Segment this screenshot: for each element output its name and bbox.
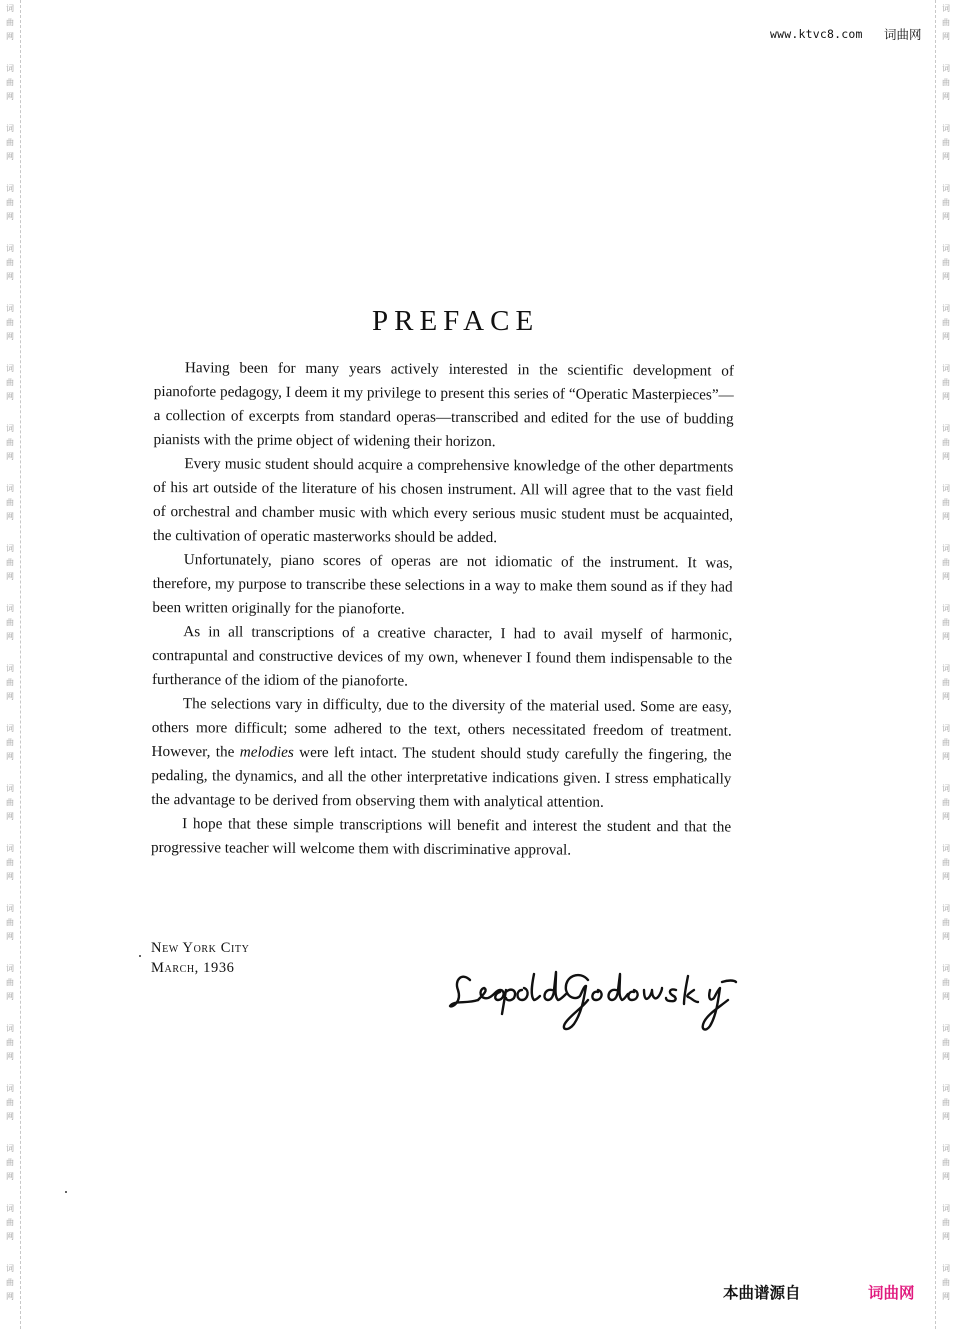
watermark-glyph: 词 xyxy=(942,544,950,553)
watermark-glyph: 曲 xyxy=(6,1098,14,1107)
watermark-glyph-group xyxy=(939,782,953,824)
footer-source-label: 本曲谱源自 xyxy=(723,1284,801,1302)
watermark-glyph: 词 xyxy=(942,784,950,793)
watermark-glyph-group xyxy=(939,422,953,464)
watermark-glyph: 词 xyxy=(6,1024,14,1033)
watermark-glyph-group xyxy=(3,962,17,1004)
watermark-glyph: 网 xyxy=(6,332,14,341)
watermark-glyph-group xyxy=(3,1262,17,1304)
watermark-glyph: 网 xyxy=(942,212,950,221)
watermark-glyph: 词 xyxy=(942,1084,950,1093)
watermark-glyph: 曲 xyxy=(942,678,950,687)
watermark-glyph: 曲 xyxy=(6,378,14,387)
watermark-glyph: 网 xyxy=(6,272,14,281)
watermark-glyph-group xyxy=(939,482,953,524)
watermark-glyph: 词 xyxy=(6,184,14,193)
watermark-glyph: 网 xyxy=(6,752,14,761)
watermark-glyph: 词 xyxy=(6,1084,14,1093)
watermark-glyph: 词 xyxy=(6,664,14,673)
watermark-glyph: 词 xyxy=(6,364,14,373)
watermark-glyph: 词 xyxy=(942,304,950,313)
watermark-glyph: 网 xyxy=(6,32,14,41)
watermark-glyph: 网 xyxy=(942,992,950,1001)
watermark-glyph-group xyxy=(939,2,953,44)
watermark-glyph: 曲 xyxy=(6,1158,14,1167)
watermark-glyph-group xyxy=(3,2,17,44)
watermark-glyph-group xyxy=(939,302,953,344)
watermark-glyph: 网 xyxy=(942,632,950,641)
watermark-glyph-group xyxy=(939,602,953,644)
scan-speck xyxy=(139,955,141,957)
watermark-glyph: 词 xyxy=(6,724,14,733)
watermark-glyph: 曲 xyxy=(942,198,950,207)
watermark-glyph: 曲 xyxy=(942,1158,950,1167)
watermark-glyph: 词 xyxy=(6,1144,14,1153)
watermark-glyph: 词 xyxy=(942,244,950,253)
watermark-glyph: 网 xyxy=(6,512,14,521)
watermark-glyph-group xyxy=(3,542,17,584)
paragraph-text: I hope that these simple transcriptions will benefit and interest the student and that the progressive teacher will welcome them with discriminative approval. xyxy=(150,815,732,859)
watermark-glyph: 词 xyxy=(6,1264,14,1273)
watermark-glyph: 词 xyxy=(6,904,14,913)
watermark-glyph: 词 xyxy=(942,664,950,673)
watermark-glyph: 网 xyxy=(6,1292,14,1301)
watermark-glyph: 网 xyxy=(6,1112,14,1121)
watermark-glyph: 词 xyxy=(6,484,14,493)
watermark-glyph: 网 xyxy=(6,392,14,401)
watermark-glyph: 词 xyxy=(942,484,950,493)
watermark-glyph-group xyxy=(3,362,17,404)
watermark-glyph: 网 xyxy=(942,512,950,521)
watermark-glyph: 曲 xyxy=(6,1278,14,1287)
watermark-glyph: 网 xyxy=(942,452,950,461)
watermark-glyph: 曲 xyxy=(942,858,950,867)
watermark-glyph: 网 xyxy=(6,212,14,221)
watermark-glyph-group xyxy=(3,422,17,464)
watermark-glyph: 网 xyxy=(942,152,950,161)
watermark-glyph: 词 xyxy=(6,64,14,73)
watermark-glyph: 网 xyxy=(942,872,950,881)
watermark-glyph: 词 xyxy=(6,304,14,313)
watermark-glyph-group xyxy=(3,482,17,524)
page-title: PREFACE xyxy=(372,305,540,337)
paragraph-text: As in all transcriptions of a creative character, I had to avail myself of harmonic, contrapuntal and constructive devices of my own, whenever I found them indispensable to the furtherance of the idiom of the pianoforte. xyxy=(151,623,733,690)
watermark-glyph-group xyxy=(3,602,17,644)
watermark-glyph-group xyxy=(939,962,953,1004)
watermark-glyph: 曲 xyxy=(6,858,14,867)
watermark-glyph: 词 xyxy=(942,1204,950,1213)
right-dashed-border xyxy=(935,0,936,1329)
watermark-glyph: 曲 xyxy=(942,138,950,147)
watermark-glyph: 网 xyxy=(942,32,950,41)
place-line: New York City xyxy=(151,940,250,956)
watermark-glyph: 网 xyxy=(942,92,950,101)
watermark-glyph: 网 xyxy=(6,932,14,941)
watermark-glyph: 词 xyxy=(6,1204,14,1213)
watermark-glyph: 曲 xyxy=(6,438,14,447)
watermark-glyph: 曲 xyxy=(6,498,14,507)
watermark-glyph: 词 xyxy=(942,424,950,433)
watermark-glyph: 词 xyxy=(6,604,14,613)
watermark-glyph: 网 xyxy=(6,812,14,821)
watermark-glyph: 词 xyxy=(6,784,14,793)
watermark-glyph: 网 xyxy=(6,692,14,701)
watermark-glyph: 网 xyxy=(6,872,14,881)
watermark-glyph: 曲 xyxy=(942,618,950,627)
preface-paragraph xyxy=(151,812,731,864)
watermark-glyph-group xyxy=(3,1022,17,1064)
watermark-glyph: 词 xyxy=(942,724,950,733)
preface-body xyxy=(151,356,734,864)
watermark-glyph-group xyxy=(939,182,953,224)
watermark-glyph-group xyxy=(939,542,953,584)
paragraph-text: Unfortunately, piano scores of operas are not idiomatic of the instrument. It was, therefore, my purpose to transcribe these selections in a way to make them sound as if they had been written originally for the pianoforte. xyxy=(152,551,733,618)
watermark-glyph: 曲 xyxy=(6,198,14,207)
site-name[interactable]: 词曲网 xyxy=(884,27,922,42)
watermark-glyph: 曲 xyxy=(6,678,14,687)
watermark-glyph-group xyxy=(939,362,953,404)
watermark-glyph: 网 xyxy=(942,812,950,821)
watermark-glyph: 曲 xyxy=(6,318,14,327)
watermark-glyph: 词 xyxy=(942,184,950,193)
watermark-glyph: 词 xyxy=(6,4,14,13)
watermark-glyph: 曲 xyxy=(6,798,14,807)
preface-paragraph xyxy=(152,620,732,696)
watermark-glyph: 词 xyxy=(942,604,950,613)
watermark-glyph-group xyxy=(939,242,953,284)
watermark-glyph: 曲 xyxy=(6,918,14,927)
site-url[interactable]: www.ktvc8.com xyxy=(770,27,863,41)
watermark-glyph: 网 xyxy=(942,1052,950,1061)
watermark-glyph-group xyxy=(3,1202,17,1244)
watermark-glyph: 曲 xyxy=(942,738,950,747)
watermark-glyph: 曲 xyxy=(6,558,14,567)
watermark-glyph-group xyxy=(939,842,953,884)
watermark-glyph: 词 xyxy=(6,544,14,553)
watermark-glyph-group xyxy=(939,122,953,164)
watermark-glyph-group xyxy=(3,122,17,164)
watermark-glyph-group xyxy=(3,902,17,944)
watermark-glyph-group xyxy=(3,782,17,824)
watermark-glyph: 词 xyxy=(6,124,14,133)
watermark-glyph: 曲 xyxy=(942,1038,950,1047)
watermark-glyph-group xyxy=(939,1082,953,1124)
watermark-glyph: 网 xyxy=(942,332,950,341)
watermark-glyph-group xyxy=(3,1082,17,1124)
watermark-glyph: 曲 xyxy=(942,1098,950,1107)
watermark-glyph: 网 xyxy=(6,152,14,161)
watermark-glyph: 网 xyxy=(942,1112,950,1121)
watermark-glyph-group xyxy=(939,902,953,944)
watermark-glyph-group xyxy=(3,842,17,884)
watermark-glyph: 词 xyxy=(942,124,950,133)
watermark-glyph: 词 xyxy=(6,844,14,853)
watermark-glyph: 网 xyxy=(6,632,14,641)
watermark-glyph: 网 xyxy=(942,932,950,941)
watermark-glyph: 曲 xyxy=(942,258,950,267)
watermark-glyph-group xyxy=(3,182,17,224)
paragraph-text: Every music student should acquire a comprehensive knowledge of the other departments of his art outside of the literature of his chosen instrument. All will agree that to the vast field of orchestral and chamber music with which every serious music student must be acquainted, the cultivation of operatic masterworks should be added. xyxy=(152,455,734,547)
watermark-glyph: 曲 xyxy=(942,1278,950,1287)
watermark-glyph: 曲 xyxy=(942,438,950,447)
paragraph-emphasis: melodies xyxy=(239,743,294,761)
watermark-glyph-group xyxy=(3,662,17,704)
watermark-glyph: 曲 xyxy=(6,1218,14,1227)
left-dashed-border xyxy=(20,0,21,1329)
watermark-glyph-group xyxy=(939,62,953,104)
watermark-glyph-group xyxy=(939,1022,953,1064)
watermark-glyph: 网 xyxy=(942,752,950,761)
paragraph-text: The selections vary in difficulty, due to the diversity of the material used. Some are easy, others more difficult; some adhered to the text, others necessitated freedom of treatment. However, the xyxy=(151,695,732,761)
scan-speck xyxy=(65,1191,67,1193)
watermark-glyph: 网 xyxy=(942,392,950,401)
place-date-block xyxy=(151,938,249,978)
left-watermark-strip xyxy=(0,0,22,1329)
watermark-glyph: 曲 xyxy=(6,78,14,87)
paragraph-text: Having been for many years actively interested in the scientific development of pianoforte pedagogy, I deem it my privilege to present this series of “Operatic Masterpieces”—a collection of excerpts from standard operas—transcribed and edited for the use of budding pianists with the prime object of widening their horizon. xyxy=(153,359,734,451)
watermark-glyph-group xyxy=(939,662,953,704)
watermark-glyph: 曲 xyxy=(6,618,14,627)
watermark-glyph-group xyxy=(3,302,17,344)
watermark-glyph: 网 xyxy=(6,452,14,461)
watermark-glyph: 曲 xyxy=(6,1038,14,1047)
watermark-glyph: 词 xyxy=(6,424,14,433)
watermark-glyph: 词 xyxy=(942,64,950,73)
signature xyxy=(448,968,738,1036)
preface-paragraph xyxy=(153,452,734,552)
watermark-glyph: 网 xyxy=(942,1172,950,1181)
preface-paragraph xyxy=(152,548,732,624)
right-watermark-strip xyxy=(934,0,956,1329)
watermark-glyph: 词 xyxy=(942,364,950,373)
watermark-glyph: 网 xyxy=(942,1292,950,1301)
watermark-glyph: 曲 xyxy=(942,558,950,567)
watermark-glyph: 词 xyxy=(942,964,950,973)
watermark-glyph: 词 xyxy=(942,844,950,853)
watermark-glyph: 曲 xyxy=(942,1218,950,1227)
watermark-glyph: 曲 xyxy=(942,18,950,27)
watermark-glyph-group xyxy=(3,722,17,764)
watermark-glyph: 曲 xyxy=(6,978,14,987)
watermark-glyph: 网 xyxy=(6,572,14,581)
watermark-glyph: 曲 xyxy=(6,138,14,147)
watermark-glyph: 曲 xyxy=(6,18,14,27)
watermark-glyph: 曲 xyxy=(942,78,950,87)
preface-paragraph xyxy=(151,692,732,816)
date-line: March, 1936 xyxy=(151,960,235,976)
watermark-glyph-group xyxy=(3,62,17,104)
watermark-glyph: 曲 xyxy=(942,978,950,987)
watermark-glyph: 曲 xyxy=(942,798,950,807)
watermark-glyph: 词 xyxy=(6,964,14,973)
watermark-glyph: 网 xyxy=(942,272,950,281)
watermark-glyph-group xyxy=(3,242,17,284)
watermark-glyph: 词 xyxy=(6,244,14,253)
watermark-glyph: 网 xyxy=(6,992,14,1001)
watermark-glyph: 网 xyxy=(6,1172,14,1181)
watermark-glyph: 网 xyxy=(942,572,950,581)
watermark-glyph-group xyxy=(3,1142,17,1184)
watermark-glyph: 网 xyxy=(942,1232,950,1241)
watermark-glyph: 曲 xyxy=(942,318,950,327)
watermark-glyph-group xyxy=(939,1262,953,1304)
watermark-glyph-group xyxy=(939,1142,953,1184)
watermark-glyph: 词 xyxy=(942,4,950,13)
watermark-glyph: 词 xyxy=(942,1264,950,1273)
watermark-glyph: 曲 xyxy=(6,738,14,747)
watermark-glyph: 网 xyxy=(6,92,14,101)
watermark-glyph: 曲 xyxy=(942,918,950,927)
watermark-glyph: 网 xyxy=(6,1232,14,1241)
watermark-glyph: 词 xyxy=(942,1144,950,1153)
watermark-glyph: 词 xyxy=(942,904,950,913)
watermark-glyph: 网 xyxy=(942,692,950,701)
watermark-glyph-group xyxy=(939,722,953,764)
footer-brand-link[interactable]: 词曲网 xyxy=(868,1284,915,1302)
watermark-glyph: 曲 xyxy=(6,258,14,267)
watermark-glyph: 曲 xyxy=(942,378,950,387)
watermark-glyph: 曲 xyxy=(942,498,950,507)
watermark-glyph-group xyxy=(939,1202,953,1244)
watermark-glyph: 词 xyxy=(942,1024,950,1033)
paragraph-text: were left intact. The student should study carefully the fingering, the pedaling, the dynamics, and all the other interpretative indications given. I stress emphatically the advantage to be derived from observing them with analytical attention. xyxy=(151,743,732,811)
preface-paragraph xyxy=(153,356,734,456)
watermark-glyph: 网 xyxy=(6,1052,14,1061)
